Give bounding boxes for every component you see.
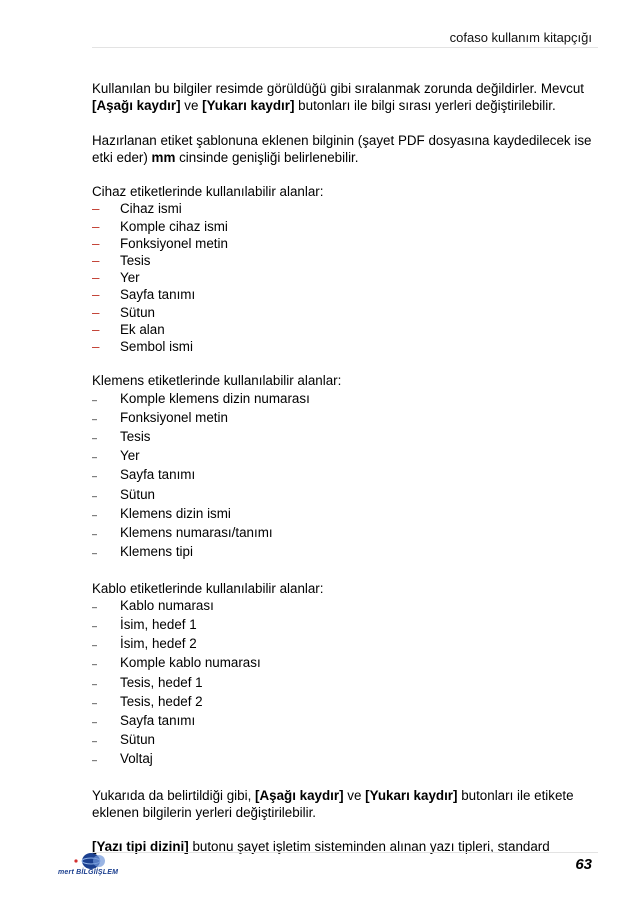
dash-bullet: –	[92, 304, 100, 320]
terminal-fields-section	[92, 372, 592, 562]
list-item	[92, 269, 592, 286]
company-logo	[58, 852, 138, 884]
move-up-ref: [Yukarı kaydır]	[365, 787, 458, 803]
dash-bullet: –	[92, 235, 100, 251]
list-item-label: Sütun	[120, 304, 155, 320]
terminal-fields-list	[92, 390, 592, 563]
list-item-label: Sütun	[120, 486, 155, 502]
device-fields-section	[92, 183, 592, 355]
list-item	[92, 712, 592, 731]
list-item-label: Yer	[120, 270, 140, 286]
outro-paragraph-2	[92, 838, 592, 855]
outro-p1-text: Yukarıda da belirtildiği gibi,	[92, 787, 256, 803]
list-item	[92, 200, 592, 217]
dash-bullet: –	[92, 640, 98, 651]
list-item	[92, 654, 592, 673]
dash-bullet: –	[92, 755, 98, 766]
list-item	[92, 750, 592, 769]
move-down-ref: [Aşağı kaydır]	[255, 787, 344, 803]
intro-paragraph-2	[92, 132, 592, 166]
cable-fields-heading: Kablo etiketlerinde kullanılabilir alanlar:	[92, 580, 324, 596]
dash-bullet: –	[92, 621, 98, 632]
list-item-label: Sütun	[120, 732, 155, 748]
list-item-label: Fonksiyonel metin	[120, 409, 228, 425]
list-item	[92, 218, 592, 235]
outro-p2-text: butonu şayet işletim sisteminden alınan yazı tipleri, standard	[188, 839, 550, 855]
dash-bullet: –	[92, 321, 100, 337]
move-up-ref: [Yukarı kaydır]	[202, 98, 295, 114]
list-item	[92, 304, 592, 321]
dash-bullet: –	[92, 601, 98, 612]
list-item	[92, 447, 592, 466]
dash-bullet: –	[92, 509, 98, 520]
list-item-label: Komple cihaz ismi	[120, 218, 228, 234]
list-item	[92, 321, 592, 338]
dash-bullet: –	[92, 529, 98, 540]
list-item-label: Tesis, hedef 2	[120, 693, 203, 709]
unit-mm: mm	[151, 149, 176, 165]
list-item-label: Cihaz ismi	[120, 201, 182, 217]
list-item-label: İsim, hedef 2	[120, 636, 197, 652]
header-rule	[92, 47, 598, 48]
logo-second-globe	[93, 855, 105, 867]
intro-p2-text: Hazırlanan etiket şablonuna eklenen bilginin (şayet PDF dosyasına kaydedilecek ise etki eder)	[92, 132, 592, 165]
dash-bullet: –	[92, 253, 100, 268]
dash-bullet: –	[92, 659, 98, 670]
dash-bullet: –	[92, 287, 100, 303]
list-item	[92, 466, 592, 485]
intro-p1-text: ve	[180, 98, 203, 114]
list-item-label: Yer	[120, 448, 140, 464]
list-item	[92, 524, 592, 543]
list-item-label: Ek alan	[120, 321, 165, 337]
cable-fields-list	[92, 597, 592, 770]
dash-bullet: –	[92, 413, 98, 424]
intro-paragraph-1	[92, 80, 592, 114]
list-item-label: Tesis	[120, 429, 151, 445]
list-item-label: Komple klemens dizin numarası	[120, 390, 310, 406]
list-item	[92, 286, 592, 303]
list-item	[92, 731, 592, 750]
outro-p1-text: ve	[343, 787, 366, 803]
dash-bullet: –	[92, 433, 98, 444]
intro-p1-text: butonları ile bilgi sırası yerleri değiştirilebilir.	[294, 98, 556, 114]
dash-bullet: –	[92, 218, 100, 234]
terminal-fields-heading: Klemens etiketlerinde kullanılabilir alanlar:	[92, 373, 342, 389]
dash-bullet: –	[92, 697, 98, 708]
dash-bullet: –	[92, 394, 98, 405]
logo-text: mert BİLGİİŞLEM	[58, 869, 119, 876]
list-item	[92, 674, 592, 693]
list-item	[92, 409, 592, 428]
logo-red-dot	[74, 859, 77, 862]
list-item	[92, 505, 592, 524]
outro-p1-text: butonları ile etikete eklenen bilgilerin yerleri değiştirilebilir.	[92, 787, 574, 821]
list-item	[92, 693, 592, 712]
list-item-label: Voltaj	[120, 751, 153, 767]
move-down-ref: [Aşağı kaydır]	[92, 98, 181, 114]
dash-bullet: –	[92, 471, 98, 482]
dash-bullet: –	[92, 452, 98, 463]
list-item-label: Tesis	[120, 253, 151, 268]
dash-bullet: –	[92, 270, 100, 286]
list-item	[92, 338, 592, 355]
list-item	[92, 616, 592, 635]
footer-rule	[92, 852, 598, 853]
list-item-label: Klemens numarası/tanımı	[120, 525, 273, 541]
running-header: cofaso kullanım kitapçığı	[449, 30, 592, 45]
list-item-label: Sayfa tanımı	[120, 467, 196, 483]
list-item-label: Sayfa tanımı	[120, 713, 196, 729]
dash-bullet: –	[92, 717, 98, 728]
device-fields-heading: Cihaz etiketlerinde kullanılabilir alanlar:	[92, 184, 324, 200]
list-item	[92, 390, 592, 409]
list-item-label: Sayfa tanımı	[120, 287, 196, 303]
outro-paragraph-1	[92, 787, 592, 821]
cable-fields-section	[92, 580, 592, 770]
list-item-label: Fonksiyonel metin	[120, 235, 228, 251]
device-fields-list	[92, 200, 592, 355]
dash-bullet: –	[92, 490, 98, 501]
page-body	[92, 80, 592, 873]
list-item-label: Komple kablo numarası	[120, 655, 261, 671]
list-item	[92, 428, 592, 447]
list-item-label: Sembol ismi	[120, 339, 193, 355]
dash-bullet: –	[92, 548, 98, 559]
list-item	[92, 635, 592, 654]
list-item-label: Kablo numarası	[120, 597, 214, 613]
dash-bullet: –	[92, 339, 100, 355]
dash-bullet: –	[92, 678, 98, 689]
list-item-label: Klemens tipi	[120, 544, 193, 560]
list-item	[92, 235, 592, 252]
list-item	[92, 597, 592, 616]
list-item	[92, 252, 592, 269]
list-item-label: İsim, hedef 1	[120, 617, 197, 633]
font-dir-ref: [Yazı tipi dizini]	[92, 839, 189, 855]
dash-bullet: –	[92, 736, 98, 747]
dash-bullet: –	[92, 201, 100, 217]
list-item-label: Klemens dizin ismi	[120, 505, 231, 521]
page-number: 63	[575, 856, 592, 873]
list-item	[92, 486, 592, 505]
list-item	[92, 543, 592, 562]
list-item-label: Tesis, hedef 1	[120, 674, 203, 690]
intro-p2-text: cinsinde genişliği belirlenebilir.	[175, 149, 359, 165]
intro-p1-text: Kullanılan bu bilgiler resimde görüldüğü gibi sıralanmak zorunda değildirler. Mevcut	[92, 81, 585, 96]
